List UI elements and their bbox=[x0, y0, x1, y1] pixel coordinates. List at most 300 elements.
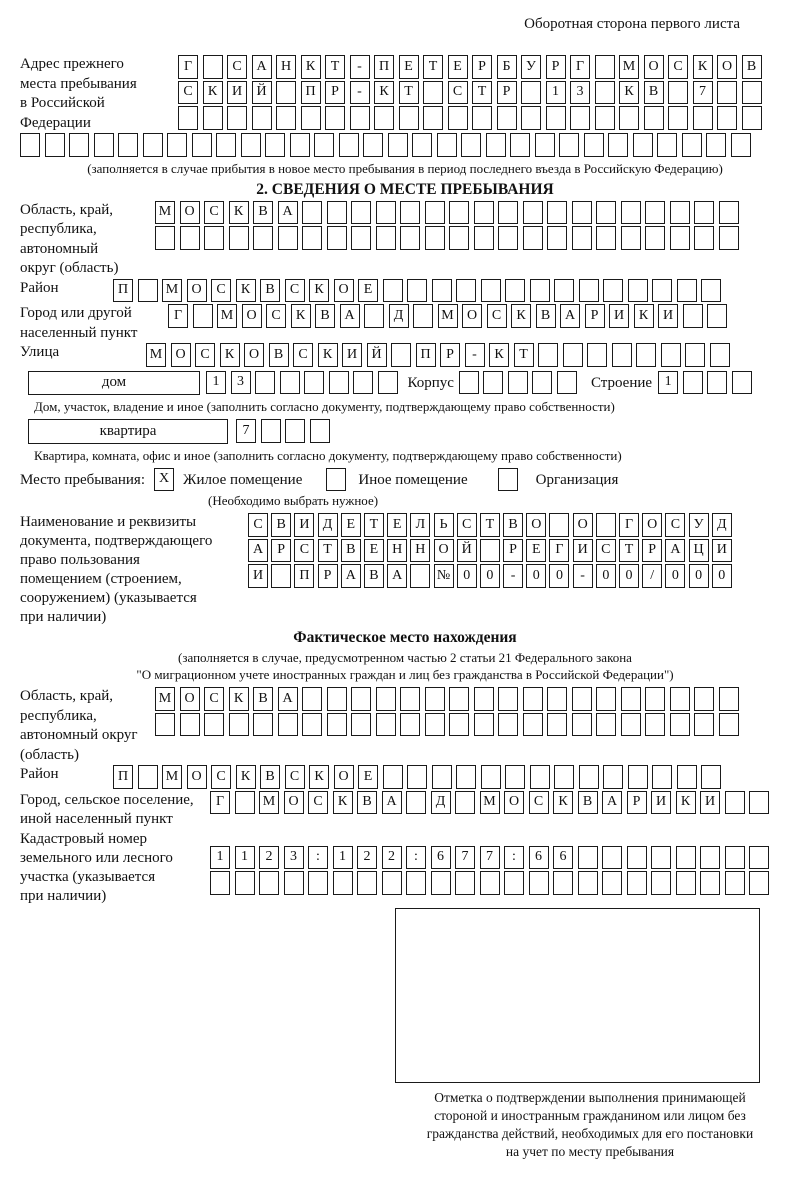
char-cell[interactable]: В bbox=[742, 55, 762, 79]
char-cell[interactable]: П bbox=[113, 765, 133, 789]
char-cell[interactable] bbox=[278, 713, 298, 737]
char-cell[interactable]: И bbox=[294, 513, 314, 537]
char-cell[interactable]: К bbox=[619, 81, 639, 105]
char-cell[interactable] bbox=[547, 687, 567, 711]
checkbox-organization[interactable] bbox=[498, 468, 518, 492]
char-cell[interactable]: Е bbox=[526, 539, 546, 563]
char-cell[interactable]: О bbox=[242, 304, 262, 328]
char-cell[interactable] bbox=[602, 846, 622, 870]
char-cell[interactable] bbox=[210, 871, 230, 895]
char-cell[interactable]: : bbox=[406, 846, 426, 870]
char-cell[interactable] bbox=[118, 133, 138, 157]
char-cell[interactable] bbox=[253, 713, 273, 737]
char-cell[interactable] bbox=[644, 106, 664, 130]
char-cell[interactable]: Д bbox=[318, 513, 338, 537]
char-cell[interactable]: С bbox=[448, 81, 468, 105]
char-cell[interactable] bbox=[284, 871, 304, 895]
char-cell[interactable]: П bbox=[301, 81, 321, 105]
char-cell[interactable] bbox=[523, 687, 543, 711]
char-cell[interactable] bbox=[261, 419, 281, 443]
char-cell[interactable]: В bbox=[253, 687, 273, 711]
char-cell[interactable]: М bbox=[155, 201, 175, 225]
char-cell[interactable]: А bbox=[560, 304, 580, 328]
char-cell[interactable]: Е bbox=[358, 765, 378, 789]
char-cell[interactable]: С bbox=[178, 81, 198, 105]
char-cell[interactable]: Е bbox=[387, 513, 407, 537]
char-cell[interactable] bbox=[504, 871, 524, 895]
char-cell[interactable]: Р bbox=[271, 539, 291, 563]
char-cell[interactable] bbox=[327, 687, 347, 711]
char-cell[interactable] bbox=[472, 106, 492, 130]
char-cell[interactable] bbox=[554, 279, 574, 303]
char-cell[interactable]: С bbox=[285, 765, 305, 789]
char-cell[interactable]: Й bbox=[457, 539, 477, 563]
char-cell[interactable] bbox=[376, 713, 396, 737]
char-cell[interactable]: П bbox=[113, 279, 133, 303]
char-cell[interactable] bbox=[603, 765, 623, 789]
char-cell[interactable]: 1 bbox=[235, 846, 255, 870]
char-cell[interactable] bbox=[327, 201, 347, 225]
char-cell[interactable] bbox=[694, 226, 714, 250]
char-cell[interactable] bbox=[717, 106, 737, 130]
char-cell[interactable] bbox=[155, 226, 175, 250]
char-cell[interactable]: Р bbox=[325, 81, 345, 105]
char-cell[interactable] bbox=[559, 133, 579, 157]
char-cell[interactable]: О bbox=[434, 539, 454, 563]
char-cell[interactable]: С bbox=[204, 201, 224, 225]
char-cell[interactable] bbox=[192, 133, 212, 157]
char-cell[interactable] bbox=[448, 106, 468, 130]
char-cell[interactable] bbox=[423, 106, 443, 130]
char-cell[interactable] bbox=[700, 846, 720, 870]
char-cell[interactable]: С bbox=[596, 539, 616, 563]
char-cell[interactable] bbox=[413, 304, 433, 328]
char-cell[interactable] bbox=[363, 133, 383, 157]
char-cell[interactable] bbox=[725, 871, 745, 895]
char-cell[interactable] bbox=[523, 201, 543, 225]
char-cell[interactable] bbox=[523, 226, 543, 250]
char-cell[interactable] bbox=[290, 133, 310, 157]
char-cell[interactable] bbox=[314, 133, 334, 157]
char-cell[interactable]: М bbox=[619, 55, 639, 79]
char-cell[interactable] bbox=[204, 226, 224, 250]
char-cell[interactable] bbox=[595, 106, 615, 130]
char-cell[interactable] bbox=[633, 133, 653, 157]
char-cell[interactable]: С bbox=[529, 791, 549, 815]
char-cell[interactable] bbox=[351, 226, 371, 250]
char-cell[interactable]: О bbox=[171, 343, 191, 367]
char-cell[interactable] bbox=[480, 539, 500, 563]
char-cell[interactable] bbox=[474, 226, 494, 250]
char-cell[interactable]: 7 bbox=[480, 846, 500, 870]
char-cell[interactable]: П bbox=[416, 343, 436, 367]
char-cell[interactable] bbox=[481, 765, 501, 789]
char-cell[interactable]: 0 bbox=[480, 564, 500, 588]
char-cell[interactable]: С bbox=[266, 304, 286, 328]
char-cell[interactable]: Ь bbox=[434, 513, 454, 537]
char-cell[interactable] bbox=[227, 106, 247, 130]
char-cell[interactable]: Р bbox=[642, 539, 662, 563]
char-cell[interactable] bbox=[521, 81, 541, 105]
char-cell[interactable] bbox=[595, 81, 615, 105]
char-cell[interactable] bbox=[204, 713, 224, 737]
char-cell[interactable] bbox=[138, 279, 158, 303]
char-cell[interactable] bbox=[259, 871, 279, 895]
char-cell[interactable]: П bbox=[374, 55, 394, 79]
region-row-1[interactable] bbox=[155, 201, 739, 225]
char-cell[interactable]: С bbox=[668, 55, 688, 79]
char-cell[interactable]: Е bbox=[341, 513, 361, 537]
char-cell[interactable] bbox=[302, 226, 322, 250]
char-cell[interactable]: А bbox=[665, 539, 685, 563]
char-cell[interactable]: В bbox=[260, 279, 280, 303]
char-cell[interactable]: - bbox=[465, 343, 485, 367]
char-cell[interactable]: И bbox=[658, 304, 678, 328]
char-cell[interactable]: В bbox=[341, 539, 361, 563]
char-cell[interactable] bbox=[333, 871, 353, 895]
char-cell[interactable] bbox=[383, 765, 403, 789]
char-cell[interactable]: О bbox=[504, 791, 524, 815]
char-cell[interactable] bbox=[498, 713, 518, 737]
char-cell[interactable] bbox=[621, 226, 641, 250]
char-cell[interactable] bbox=[364, 304, 384, 328]
char-cell[interactable]: В bbox=[269, 343, 289, 367]
char-cell[interactable]: 0 bbox=[549, 564, 569, 588]
char-cell[interactable]: О bbox=[644, 55, 664, 79]
char-cell[interactable]: В bbox=[536, 304, 556, 328]
char-cell[interactable]: М bbox=[480, 791, 500, 815]
char-cell[interactable]: Т bbox=[364, 513, 384, 537]
char-cell[interactable]: И bbox=[700, 791, 720, 815]
char-cell[interactable] bbox=[310, 419, 330, 443]
char-cell[interactable] bbox=[603, 279, 623, 303]
char-cell[interactable]: А bbox=[278, 201, 298, 225]
char-cell[interactable]: А bbox=[602, 791, 622, 815]
char-cell[interactable]: - bbox=[350, 55, 370, 79]
char-cell[interactable]: С bbox=[487, 304, 507, 328]
char-cell[interactable] bbox=[351, 713, 371, 737]
char-cell[interactable] bbox=[400, 687, 420, 711]
char-cell[interactable]: М bbox=[162, 765, 182, 789]
actual-region-row-1[interactable] bbox=[155, 687, 739, 711]
char-cell[interactable] bbox=[407, 765, 427, 789]
char-cell[interactable] bbox=[579, 279, 599, 303]
char-cell[interactable] bbox=[719, 226, 739, 250]
char-cell[interactable]: Р bbox=[546, 55, 566, 79]
char-cell[interactable] bbox=[382, 871, 402, 895]
char-cell[interactable]: 0 bbox=[712, 564, 732, 588]
char-cell[interactable] bbox=[474, 687, 494, 711]
char-cell[interactable] bbox=[497, 106, 517, 130]
char-cell[interactable]: М bbox=[155, 687, 175, 711]
char-cell[interactable] bbox=[193, 304, 213, 328]
previous-address-row-4[interactable] bbox=[20, 133, 790, 157]
char-cell[interactable] bbox=[302, 201, 322, 225]
char-cell[interactable]: Д bbox=[712, 513, 732, 537]
char-cell[interactable]: Р bbox=[472, 55, 492, 79]
char-cell[interactable]: Е bbox=[358, 279, 378, 303]
char-cell[interactable]: 0 bbox=[596, 564, 616, 588]
char-cell[interactable] bbox=[651, 871, 671, 895]
char-cell[interactable] bbox=[596, 201, 616, 225]
char-cell[interactable] bbox=[676, 871, 696, 895]
char-cell[interactable] bbox=[302, 687, 322, 711]
char-cell[interactable] bbox=[725, 791, 745, 815]
char-cell[interactable] bbox=[719, 687, 739, 711]
char-cell[interactable] bbox=[701, 765, 721, 789]
char-cell[interactable]: К bbox=[301, 55, 321, 79]
char-cell[interactable] bbox=[677, 279, 697, 303]
checkbox-residential[interactable]: X bbox=[154, 468, 174, 492]
char-cell[interactable] bbox=[668, 106, 688, 130]
char-cell[interactable]: Г bbox=[619, 513, 639, 537]
char-cell[interactable] bbox=[523, 713, 543, 737]
char-cell[interactable] bbox=[693, 106, 713, 130]
char-cell[interactable]: 0 bbox=[526, 564, 546, 588]
previous-address-row-1[interactable] bbox=[178, 55, 762, 79]
char-cell[interactable]: Е bbox=[448, 55, 468, 79]
char-cell[interactable] bbox=[749, 871, 769, 895]
char-cell[interactable] bbox=[645, 713, 665, 737]
char-cell[interactable] bbox=[749, 791, 769, 815]
char-cell[interactable] bbox=[455, 791, 475, 815]
char-cell[interactable] bbox=[557, 371, 577, 395]
char-cell[interactable]: О bbox=[180, 201, 200, 225]
char-cell[interactable]: У bbox=[689, 513, 709, 537]
char-cell[interactable] bbox=[271, 564, 291, 588]
char-cell[interactable]: 7 bbox=[236, 419, 256, 443]
char-cell[interactable] bbox=[400, 201, 420, 225]
char-cell[interactable] bbox=[400, 226, 420, 250]
char-cell[interactable]: К bbox=[203, 81, 223, 105]
char-cell[interactable] bbox=[278, 226, 298, 250]
char-cell[interactable] bbox=[505, 765, 525, 789]
stroenie-cells[interactable] bbox=[658, 371, 752, 395]
char-cell[interactable]: Т bbox=[325, 55, 345, 79]
char-cell[interactable] bbox=[216, 133, 236, 157]
char-cell[interactable] bbox=[178, 106, 198, 130]
char-cell[interactable] bbox=[180, 713, 200, 737]
char-cell[interactable] bbox=[498, 226, 518, 250]
char-cell[interactable]: С bbox=[665, 513, 685, 537]
char-cell[interactable]: Т bbox=[514, 343, 534, 367]
char-cell[interactable]: Н bbox=[410, 539, 430, 563]
char-cell[interactable] bbox=[437, 133, 457, 157]
char-cell[interactable] bbox=[455, 871, 475, 895]
char-cell[interactable]: К bbox=[634, 304, 654, 328]
char-cell[interactable]: К bbox=[333, 791, 353, 815]
char-cell[interactable] bbox=[510, 133, 530, 157]
char-cell[interactable] bbox=[596, 713, 616, 737]
char-cell[interactable] bbox=[677, 765, 697, 789]
char-cell[interactable] bbox=[498, 201, 518, 225]
char-cell[interactable] bbox=[627, 871, 647, 895]
char-cell[interactable] bbox=[425, 201, 445, 225]
char-cell[interactable] bbox=[578, 871, 598, 895]
char-cell[interactable] bbox=[412, 133, 432, 157]
char-cell[interactable]: : bbox=[308, 846, 328, 870]
district-row[interactable] bbox=[113, 279, 721, 303]
char-cell[interactable]: И bbox=[227, 81, 247, 105]
char-cell[interactable] bbox=[554, 765, 574, 789]
char-cell[interactable] bbox=[252, 106, 272, 130]
char-cell[interactable] bbox=[749, 846, 769, 870]
char-cell[interactable] bbox=[621, 201, 641, 225]
char-cell[interactable] bbox=[742, 81, 762, 105]
char-cell[interactable] bbox=[547, 201, 567, 225]
char-cell[interactable] bbox=[670, 226, 690, 250]
char-cell[interactable]: А bbox=[248, 539, 268, 563]
char-cell[interactable] bbox=[378, 371, 398, 395]
char-cell[interactable] bbox=[652, 765, 672, 789]
char-cell[interactable]: О bbox=[284, 791, 304, 815]
char-cell[interactable]: Н bbox=[276, 55, 296, 79]
char-cell[interactable] bbox=[399, 106, 419, 130]
char-cell[interactable] bbox=[578, 846, 598, 870]
char-cell[interactable] bbox=[731, 133, 751, 157]
char-cell[interactable] bbox=[459, 371, 479, 395]
char-cell[interactable] bbox=[596, 513, 616, 537]
char-cell[interactable] bbox=[657, 133, 677, 157]
char-cell[interactable]: 1 bbox=[210, 846, 230, 870]
char-cell[interactable] bbox=[652, 279, 672, 303]
char-cell[interactable]: 7 bbox=[455, 846, 475, 870]
char-cell[interactable]: К bbox=[220, 343, 240, 367]
char-cell[interactable] bbox=[431, 871, 451, 895]
char-cell[interactable]: С bbox=[308, 791, 328, 815]
char-cell[interactable] bbox=[668, 81, 688, 105]
char-cell[interactable]: К bbox=[309, 765, 329, 789]
char-cell[interactable]: 1 bbox=[546, 81, 566, 105]
char-cell[interactable]: В bbox=[271, 513, 291, 537]
char-cell[interactable] bbox=[508, 371, 528, 395]
char-cell[interactable]: А bbox=[340, 304, 360, 328]
char-cell[interactable]: К bbox=[553, 791, 573, 815]
char-cell[interactable] bbox=[406, 791, 426, 815]
char-cell[interactable] bbox=[235, 871, 255, 895]
char-cell[interactable] bbox=[572, 687, 592, 711]
char-cell[interactable]: О bbox=[717, 55, 737, 79]
char-cell[interactable]: А bbox=[278, 687, 298, 711]
char-cell[interactable] bbox=[391, 343, 411, 367]
char-cell[interactable]: Д bbox=[431, 791, 451, 815]
char-cell[interactable]: К bbox=[229, 687, 249, 711]
char-cell[interactable] bbox=[700, 871, 720, 895]
char-cell[interactable] bbox=[670, 201, 690, 225]
char-cell[interactable] bbox=[530, 279, 550, 303]
char-cell[interactable] bbox=[521, 106, 541, 130]
char-cell[interactable] bbox=[449, 226, 469, 250]
char-cell[interactable] bbox=[682, 133, 702, 157]
char-cell[interactable] bbox=[621, 687, 641, 711]
char-cell[interactable] bbox=[670, 687, 690, 711]
apartment-cells[interactable] bbox=[236, 419, 330, 443]
char-cell[interactable]: 3 bbox=[570, 81, 590, 105]
char-cell[interactable]: Ц bbox=[689, 539, 709, 563]
char-cell[interactable]: С bbox=[248, 513, 268, 537]
char-cell[interactable] bbox=[538, 343, 558, 367]
char-cell[interactable] bbox=[480, 871, 500, 895]
char-cell[interactable] bbox=[719, 201, 739, 225]
char-cell[interactable]: 1 bbox=[206, 371, 226, 395]
char-cell[interactable] bbox=[327, 226, 347, 250]
char-cell[interactable] bbox=[685, 343, 705, 367]
char-cell[interactable]: Г bbox=[210, 791, 230, 815]
char-cell[interactable] bbox=[276, 81, 296, 105]
char-cell[interactable] bbox=[327, 713, 347, 737]
char-cell[interactable] bbox=[456, 279, 476, 303]
char-cell[interactable]: 0 bbox=[689, 564, 709, 588]
previous-address-row-2[interactable] bbox=[178, 81, 762, 105]
char-cell[interactable] bbox=[661, 343, 681, 367]
char-cell[interactable] bbox=[572, 226, 592, 250]
char-cell[interactable] bbox=[155, 713, 175, 737]
char-cell[interactable]: Л bbox=[410, 513, 430, 537]
char-cell[interactable] bbox=[449, 201, 469, 225]
city-row[interactable] bbox=[168, 304, 727, 328]
char-cell[interactable]: Р bbox=[503, 539, 523, 563]
char-cell[interactable] bbox=[549, 513, 569, 537]
char-cell[interactable]: В bbox=[578, 791, 598, 815]
char-cell[interactable] bbox=[302, 713, 322, 737]
char-cell[interactable] bbox=[474, 201, 494, 225]
char-cell[interactable] bbox=[621, 713, 641, 737]
char-cell[interactable]: О bbox=[526, 513, 546, 537]
char-cell[interactable]: К bbox=[229, 201, 249, 225]
char-cell[interactable]: И bbox=[573, 539, 593, 563]
actual-city-row[interactable] bbox=[210, 791, 769, 815]
char-cell[interactable] bbox=[694, 201, 714, 225]
char-cell[interactable]: 0 bbox=[619, 564, 639, 588]
char-cell[interactable]: : bbox=[504, 846, 524, 870]
char-cell[interactable] bbox=[376, 201, 396, 225]
char-cell[interactable] bbox=[596, 226, 616, 250]
char-cell[interactable] bbox=[553, 871, 573, 895]
char-cell[interactable]: К bbox=[318, 343, 338, 367]
char-cell[interactable] bbox=[572, 201, 592, 225]
char-cell[interactable] bbox=[407, 279, 427, 303]
char-cell[interactable]: С bbox=[294, 539, 314, 563]
char-cell[interactable]: П bbox=[294, 564, 314, 588]
char-cell[interactable] bbox=[529, 871, 549, 895]
char-cell[interactable]: И bbox=[342, 343, 362, 367]
char-cell[interactable]: К bbox=[676, 791, 696, 815]
actual-district-row[interactable] bbox=[113, 765, 721, 789]
char-cell[interactable]: О bbox=[187, 279, 207, 303]
char-cell[interactable] bbox=[285, 419, 305, 443]
char-cell[interactable] bbox=[353, 371, 373, 395]
char-cell[interactable]: Й bbox=[367, 343, 387, 367]
char-cell[interactable] bbox=[651, 846, 671, 870]
char-cell[interactable] bbox=[265, 133, 285, 157]
char-cell[interactable]: С bbox=[457, 513, 477, 537]
char-cell[interactable] bbox=[449, 713, 469, 737]
char-cell[interactable]: Р bbox=[585, 304, 605, 328]
char-cell[interactable]: - bbox=[573, 564, 593, 588]
char-cell[interactable] bbox=[241, 133, 261, 157]
char-cell[interactable]: 1 bbox=[658, 371, 678, 395]
char-cell[interactable] bbox=[253, 226, 273, 250]
korpus-cells[interactable] bbox=[459, 371, 577, 395]
char-cell[interactable] bbox=[69, 133, 89, 157]
char-cell[interactable] bbox=[180, 226, 200, 250]
char-cell[interactable]: В bbox=[253, 201, 273, 225]
char-cell[interactable]: 3 bbox=[231, 371, 251, 395]
char-cell[interactable] bbox=[280, 371, 300, 395]
char-cell[interactable]: И bbox=[651, 791, 671, 815]
char-cell[interactable] bbox=[707, 304, 727, 328]
char-cell[interactable] bbox=[143, 133, 163, 157]
